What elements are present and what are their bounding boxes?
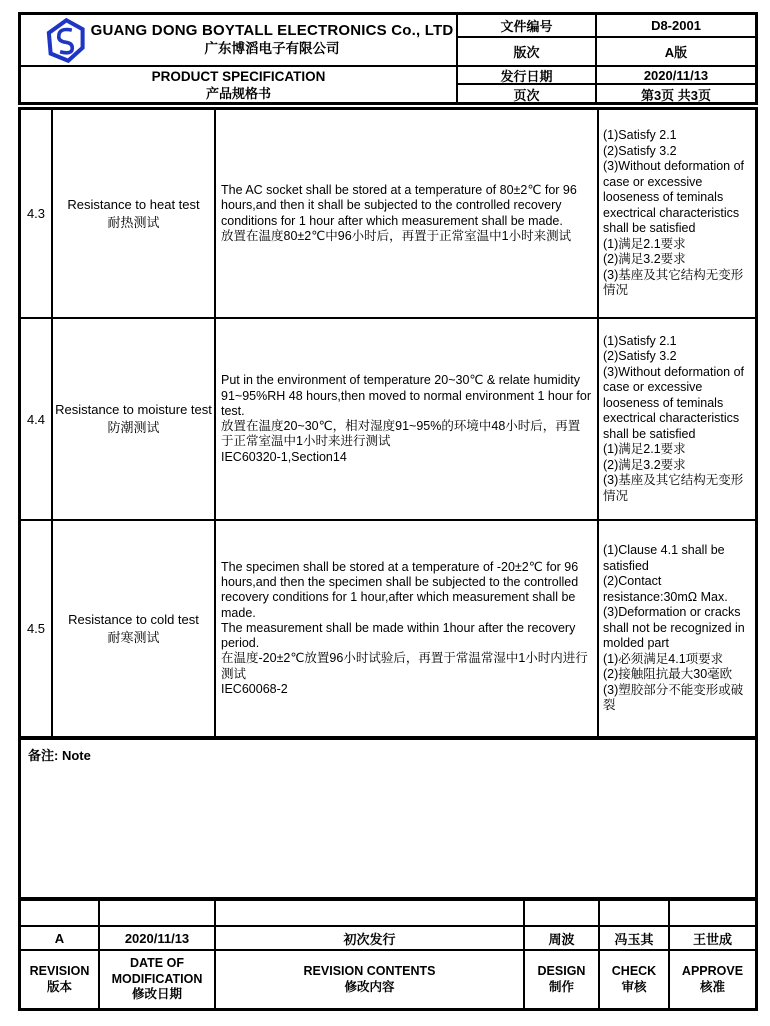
spec-row-description xyxy=(216,110,599,319)
revision-col-header xyxy=(21,951,100,1008)
requirement-line: (2)Satisfy 3.2 xyxy=(603,143,677,158)
revision-empty-cell xyxy=(670,901,755,927)
page-number-value: 第3页 共3页 xyxy=(640,88,712,103)
requirement-line: (2)满足3.2要求 xyxy=(603,252,686,267)
revision-empty-cell xyxy=(100,901,216,927)
requirement-line: (3)基座及其它结构无变形情况 xyxy=(603,473,744,503)
header-en: CHECK xyxy=(611,963,657,978)
company-logo-icon xyxy=(43,18,88,63)
document-title-en: PRODUCT SPECIFICATION xyxy=(151,69,326,85)
header-en: APPROVE xyxy=(681,963,744,978)
description-paragraph: Put in the environment of temperature 20~30℃ & relate humidity 91~95%RH 48 hours,then moved to normal environment 1 hour for test. xyxy=(221,373,592,418)
company-block xyxy=(21,15,458,67)
header-en: REVISION xyxy=(29,963,90,978)
requirement-line: (2)Satisfy 3.2 xyxy=(603,349,677,364)
revision-empty-cell xyxy=(216,901,525,927)
revision-design: 周波 xyxy=(525,927,600,951)
revision-col-header xyxy=(600,951,670,1008)
test-name-cn: 防潮测试 xyxy=(107,420,160,435)
description-paragraph: 放置在温度80±2℃中96小时后，再置于正常室温中1小时来测试 xyxy=(221,228,572,243)
spec-table xyxy=(18,107,758,739)
requirement-line: (1)必须满足4.1项要求 xyxy=(603,651,724,666)
spec-row-name xyxy=(53,521,216,736)
revision-date: 2020/11/13 xyxy=(100,927,216,951)
revision-check: 冯玉其 xyxy=(600,927,670,951)
header-cn: 修改内容 xyxy=(344,979,395,994)
description-paragraph: IEC60320-1,Section14 xyxy=(221,449,347,464)
requirement-line: (2)接触阻抗最大30毫欧 xyxy=(603,667,733,682)
company-name xyxy=(88,22,456,58)
spec-row-description xyxy=(216,521,599,736)
page-number-label: 页次 xyxy=(458,85,597,104)
test-name-en: Resistance to cold test xyxy=(68,611,199,627)
description-paragraph: The measurement shall be made within 1hour after the recovery period. xyxy=(221,620,576,651)
requirement-line: (3)Deformation or cracks shall not be recognized in molded part xyxy=(603,605,745,651)
note-section xyxy=(18,737,758,900)
requirement-line: (3)塑胶部分不能变形或破裂 xyxy=(603,682,744,713)
doc-number-label: 文件编号 xyxy=(458,15,597,38)
spec-row-name xyxy=(53,110,216,319)
document-title xyxy=(21,67,458,104)
spec-row-requirement xyxy=(599,110,755,319)
revision-col-header xyxy=(670,951,755,1008)
revision-empty-cell xyxy=(21,901,100,927)
requirement-line: (2)满足3.2要求 xyxy=(603,457,686,472)
note-label: 备注: Note xyxy=(28,748,91,763)
header-en: REVISION CONTENTS xyxy=(303,963,436,978)
revision-col-header xyxy=(216,951,525,1008)
test-name-en: Resistance to moisture test xyxy=(55,402,212,418)
requirement-line: (3)Without deformation of case or excessive looseness of teminals exectrical characteristics shall be satisfied xyxy=(603,364,745,441)
spec-row-number: 4.5 xyxy=(21,521,53,736)
description-paragraph: 在温度-20±2℃放置96小时试验后，再置于常温常湿中1小时内进行测试 xyxy=(221,651,588,681)
issue-date-value: 2020/11/13 xyxy=(597,67,755,85)
header-cn: 审核 xyxy=(621,979,647,994)
spec-row-number: 4.3 xyxy=(21,110,53,319)
revision-approve: 王世成 xyxy=(670,927,755,951)
revision-letter: A xyxy=(21,927,100,951)
document-title-cn: 产品规格书 xyxy=(205,85,271,101)
requirement-line: (1)Satisfy 2.1 xyxy=(603,128,677,143)
description-paragraph: The AC socket shall be stored at a temperature of 80±2℃ for 96 hours,and then it shall be subjected to the controlled recovery conditions for 1 hour after which measurement shall be made. xyxy=(221,183,577,228)
requirement-line: (3)基座及其它结构无变形情况 xyxy=(603,267,744,298)
doc-rev-value: A版 xyxy=(597,38,755,67)
revision-col-header xyxy=(100,951,216,1008)
revision-empty-cell xyxy=(600,901,670,927)
description-paragraph: 放置在温度20~30℃，相对湿度91~95%的环境中48小时后，再置于正常室温中1小时来进行测试 xyxy=(221,419,581,449)
requirement-line: (3)Without deformation of case or excessive looseness of teminals exectrical characteristics shall be satisfied xyxy=(603,159,745,236)
test-name-cn: 耐寒测试 xyxy=(107,629,160,645)
spec-row-requirement xyxy=(599,319,755,521)
revision-contents: 初次发行 xyxy=(216,927,525,951)
requirement-line: (2)Contact resistance:30mΩ Max. xyxy=(603,574,728,604)
header-en: DATE OF MODIFICATION xyxy=(111,956,203,986)
description-paragraph: The specimen shall be stored at a temperature of -20±2℃ for 96 hours,and then the specimen shall be subjected to the controlled recovery conditions for 1 hour,after which measurement shall be made. xyxy=(221,559,579,620)
requirement-line: (1)Clause 4.1 shall be satisfied xyxy=(603,543,725,573)
company-name-cn: 广东博滔电子有限公司 xyxy=(204,40,340,56)
header-en: DESIGN xyxy=(537,963,586,978)
test-name-cn: 耐热测试 xyxy=(107,214,160,230)
header-cn: 修改日期 xyxy=(131,987,182,1002)
company-name-en: GUANG DONG BOYTALL ELECTRONICS Co., LTD xyxy=(90,22,454,40)
doc-number-value: D8-2001 xyxy=(597,15,755,38)
revision-table xyxy=(18,898,758,1011)
doc-rev-label: 版次 xyxy=(458,38,597,67)
header-cn: 制作 xyxy=(548,979,574,994)
spec-row-name xyxy=(53,319,216,521)
requirement-line: (1)满足2.1要求 xyxy=(603,442,686,457)
header-cn: 版本 xyxy=(46,979,72,994)
header-cn: 核准 xyxy=(699,979,725,994)
requirement-line: (1)Satisfy 2.1 xyxy=(603,333,677,348)
description-paragraph: IEC60068-2 xyxy=(221,681,288,696)
revision-col-header xyxy=(525,951,600,1008)
spec-row-description xyxy=(216,319,599,521)
revision-empty-cell xyxy=(525,901,600,927)
issue-date-label: 发行日期 xyxy=(458,67,597,85)
requirement-line: (1)满足2.1要求 xyxy=(603,236,686,251)
document-header xyxy=(18,12,758,105)
spec-row-requirement xyxy=(599,521,755,736)
spec-row-number: 4.4 xyxy=(21,319,53,521)
test-name-en: Resistance to heat test xyxy=(67,196,200,212)
